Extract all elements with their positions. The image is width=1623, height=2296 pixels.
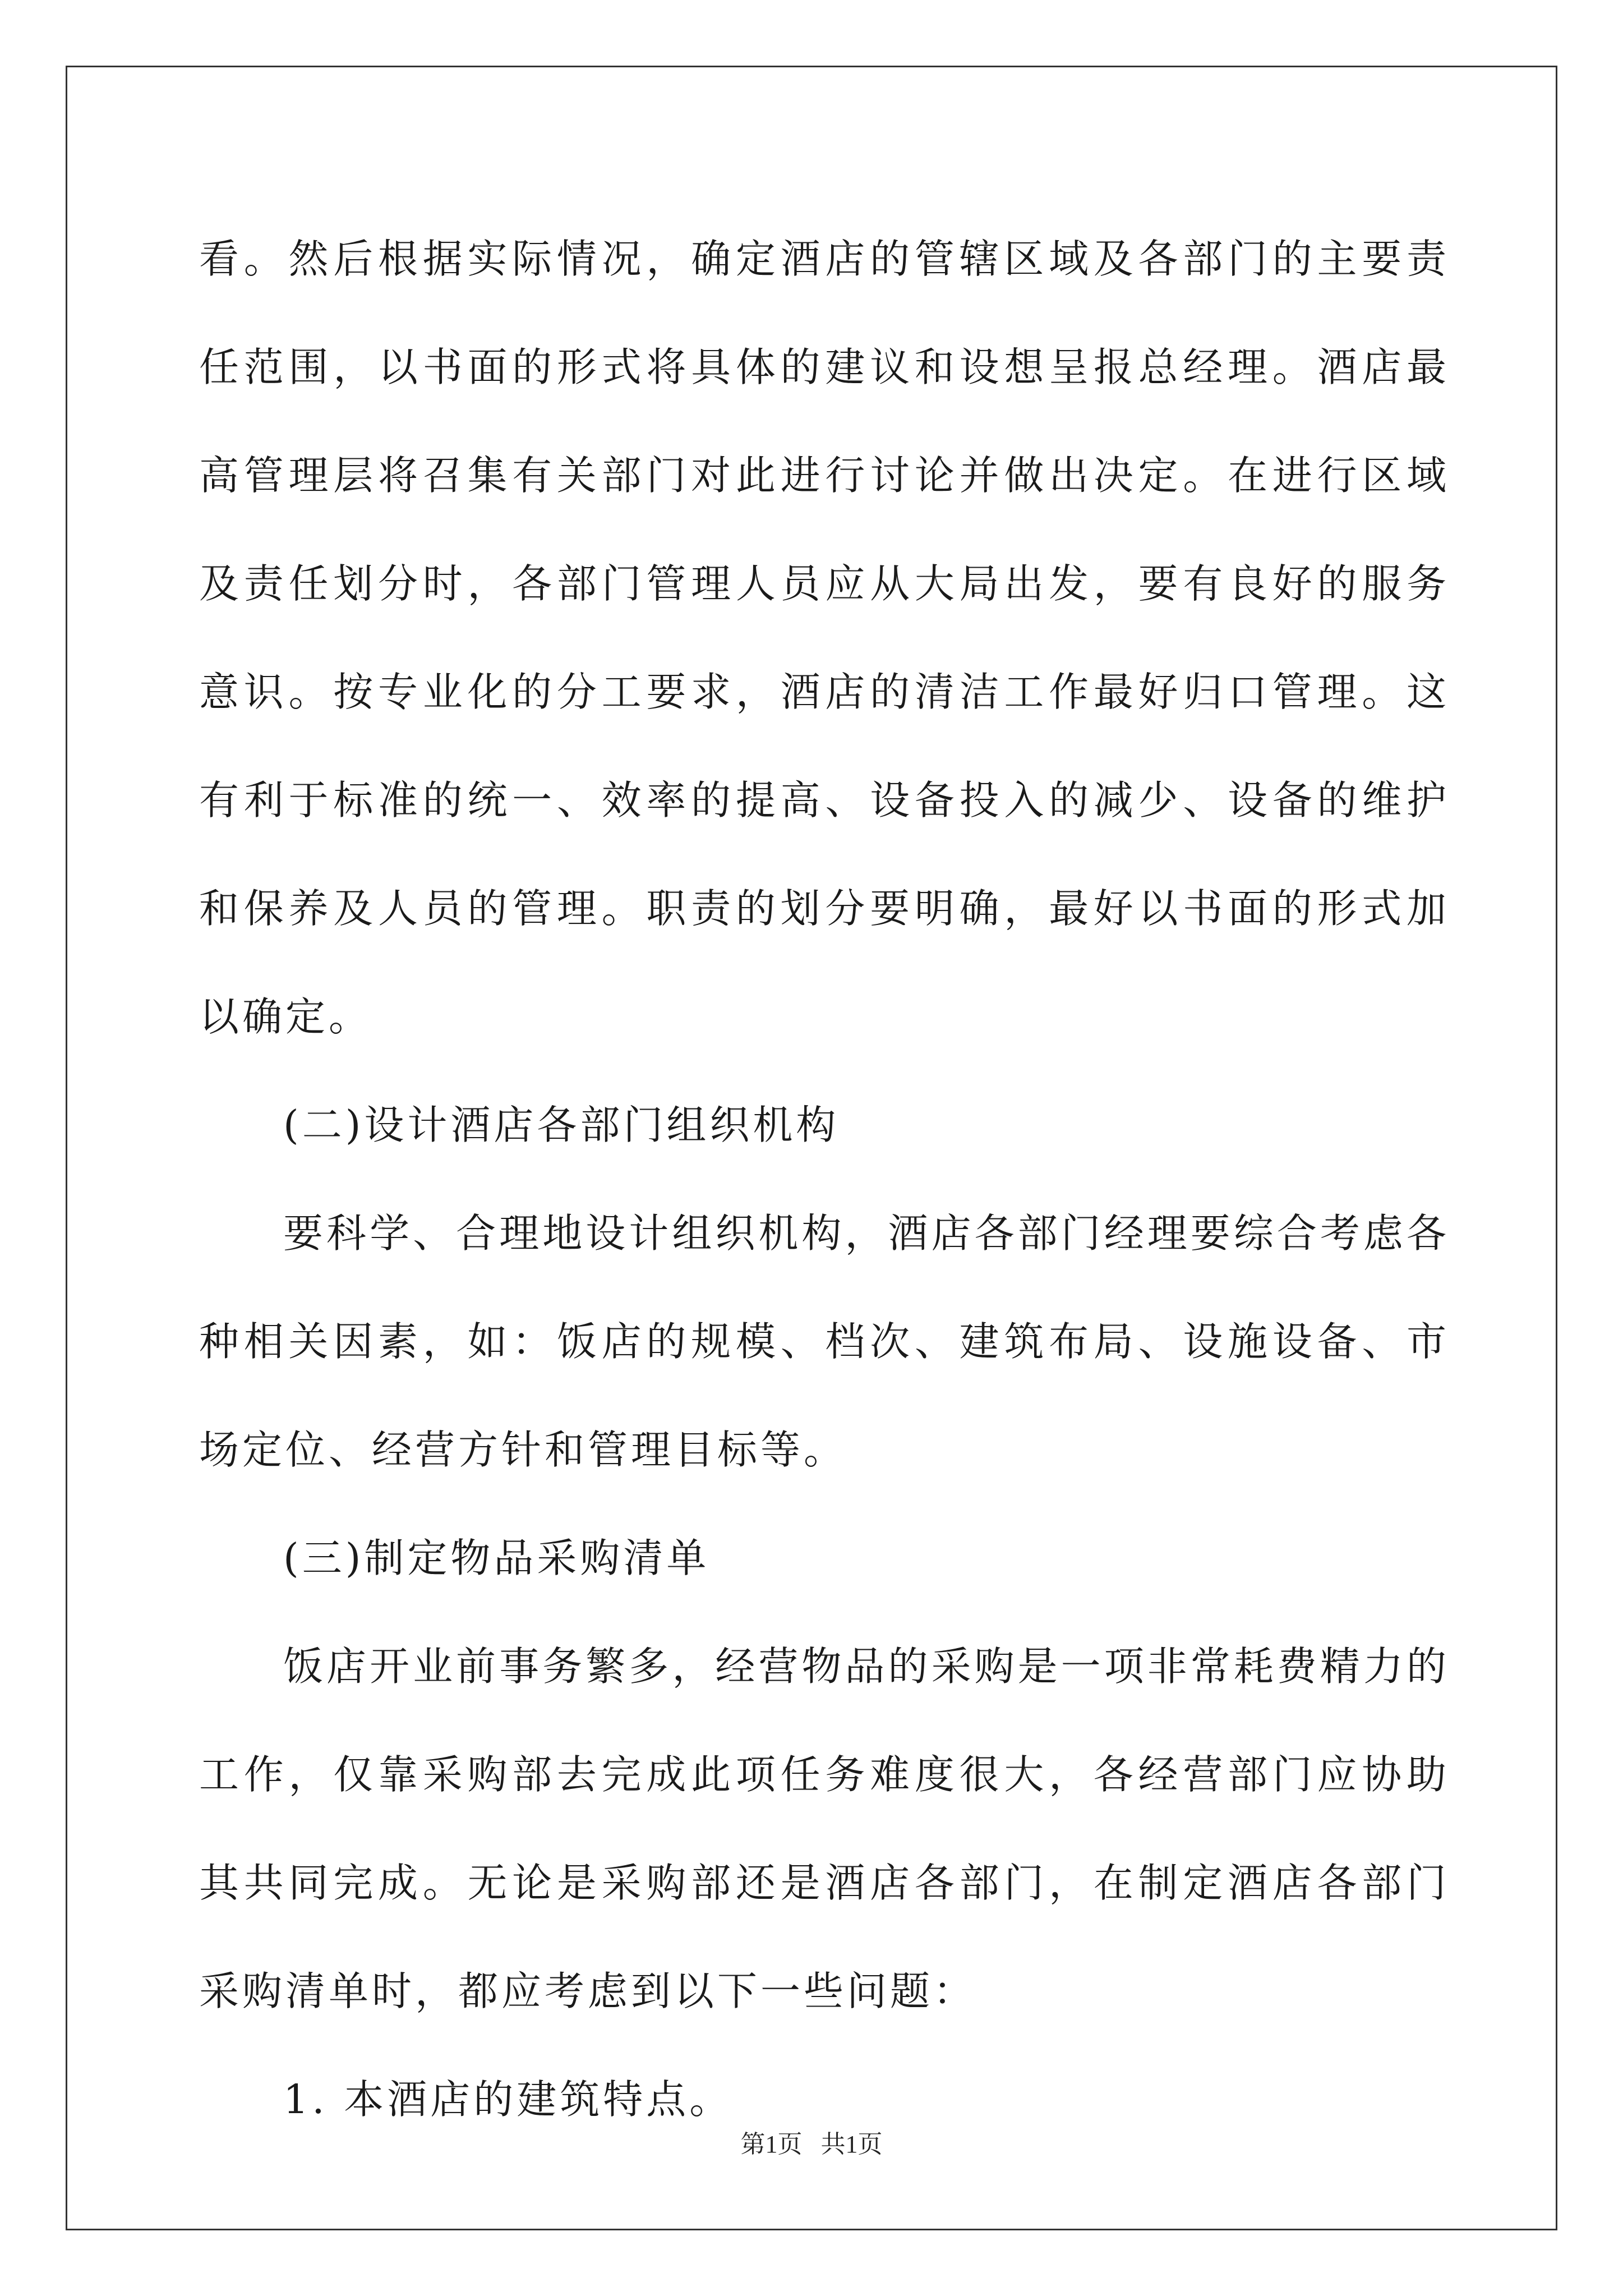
- paragraph-1: 看。然后根据实际情况，确定酒店的管辖区域及各部门的主要责任范围，以书面的形式将具体的建议和设想呈报总经理。酒店最高管理层将召集有关部门对此进行讨论并做出决定。在进行区域及责任划分时，各部门管理人员应从大局出发，要有良好的服务意识。按专业化的分工要求，酒店的清洁工作最好归口管理。这有利于标准的统一、效率的提高、设备投入的减少、设备的维护和保养及人员的管理。职责的划分要明确，最好以书面的形式加以确定。: [199, 236, 1450, 1040]
- list-item-1: 1. 本酒店的建筑特点。: [283, 2076, 733, 2123]
- paragraph-2: 要科学、合理地设计组织机构，酒店各部门经理要综合考虑各种相关因素，如：饭店的规模、档次、建筑布局、设施设备、市场定位、经营方针和管理目标等。: [199, 1210, 1450, 1473]
- document-body: [199, 205, 1450, 2154]
- page-footer: 第1页 共1页: [740, 2131, 883, 2158]
- section-heading-2: (二)设计酒店各部门组织机构: [283, 1102, 840, 1148]
- section-heading-3: (三)制定物品采购清单: [283, 1535, 710, 1581]
- paragraph-3: 饭店开业前事务繁多，经营物品的采购是一项非常耗费精力的工作，仅靠采购部去完成此项任务难度很大，各经营部门应协助其共同完成。无论是采购部还是酒店各部门，在制定酒店各部门采购清单时，都应考虑到以下一些问题：: [199, 1643, 1450, 2014]
